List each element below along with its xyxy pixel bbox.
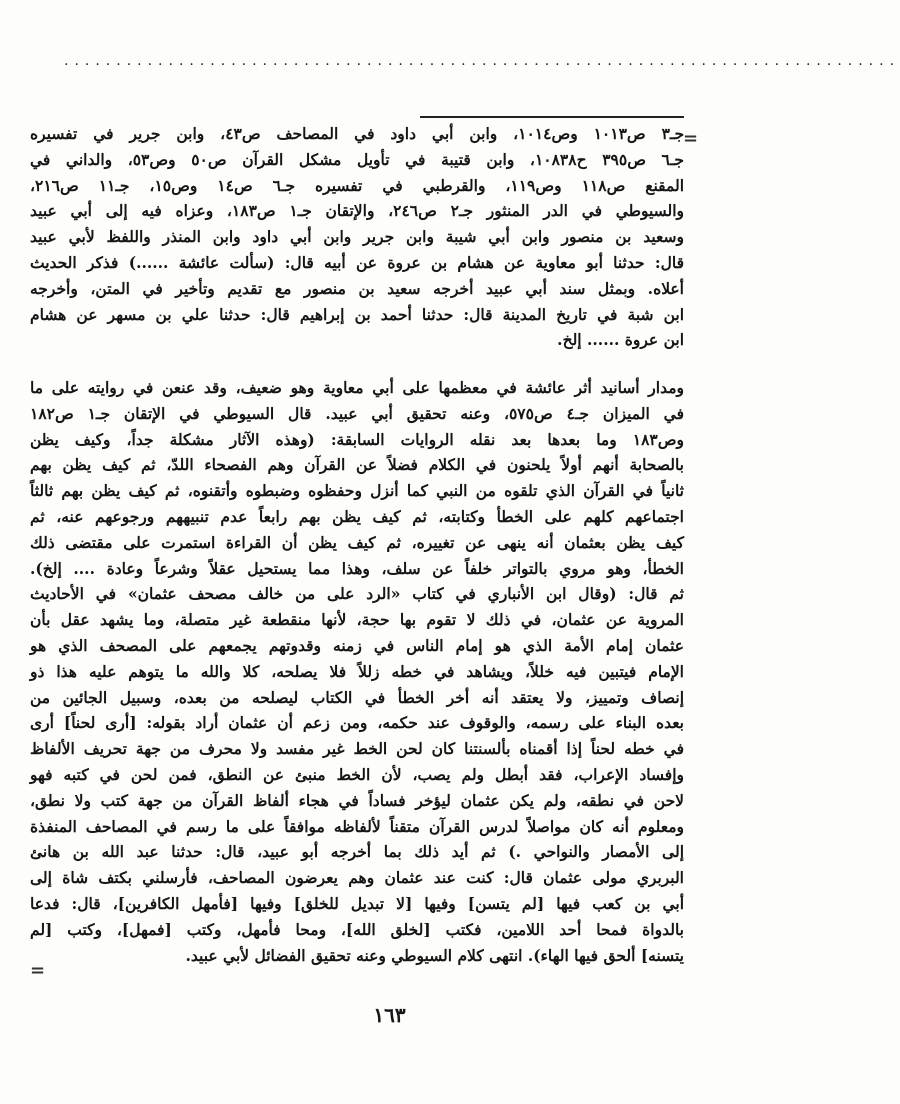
text-line: ثم قال: (وقال ابن الأنباري في كتاب «الرد على من خالف مصحف عثمان» في الأحاديث [30, 584, 684, 604]
text-line: بعده البناء على رسمه، والوقوف عند حكمه، ومن زعم أن عثمان أراد بقوله: [أرى لحناً] أرى [30, 713, 684, 733]
footnote-line: وسعيد بن منصور وابن أبي شيبة وابن جرير وابن أبي داود وابن المنذر واللفظ لأبي عبيد [30, 227, 684, 247]
footnote-line: جـ٣ ص١٠١٣ وص١٠١٤، وابن أبي داود في المصاحف ص٤٣، وابن جرير في تفسيره [30, 124, 685, 143]
text-line: وص١٨٣ وما بعدها بعد نقله الروايات السابقة: (وهذه الآثار مشكلة جداً، وكيف يظن [30, 429, 684, 449]
text-line: وإفساد الإعراب، فقد أبطل ولم يصب، لأن الخط منبئ عن النطق، فمن لحن في كتبه فهو [30, 764, 684, 784]
text-line: الإمام فيتبين فيه خللاً، ويشاهد في خطه زللاً فلا يصلحه، كلا والله ما يتوهم عليه هذا ذو [30, 661, 684, 681]
text-line: الخطأ، وهو مروي بالتواتر خلفاً عن سلف، وهذا مما يستحيل عقلاً وشرعاً وعادة .... إلخ). [30, 558, 684, 578]
footnote-line: جـ٦ ص٣٩٥ ح١٠٨٣٨، وابن قتيبة في تأويل مشكل القرآن ص٥٠ وص٥٣، والداني في [30, 149, 684, 169]
text-line: إلى الأمصار والنواحي .) ثم أيد ذلك بما أخرجه أبو عبيد، قال: حدثنا عبد الله بن هانئ [30, 842, 684, 862]
footnote-line: قال: حدثنا أبو معاوية عن هشام بن عروة عن أبيه قال: (سألت عائشة ......) فذكر الحديث [30, 252, 684, 272]
text-line: أبي بن كعب فيها [لم يتسن] وفيها [لا تبديل للخلق] وفيها [فأمهل الكافرين]، قال: فدعا [30, 893, 684, 913]
text-line: إنصاف وتمييز، ولا يعتقد أنه أخر الخطأ في الكتاب ليصلحه من بعده، وسبيل الجائين من [30, 687, 684, 707]
header-dotted-line: ................................................................................ [64, 53, 900, 69]
page-number: ١٦٣ [373, 1003, 406, 1027]
text-line: ومدار أسانيد أثر عائشة في معظمها على أبي معاوية وهو ضعيف، وقد عنعن في روايته على ما [30, 378, 684, 397]
text-line: ثانياً في القرآن الذي تلقوه من النبي كما أنزل وحفظوه وضبطوه وأتقنوه، ثم كيف يظن بهم ثالثاً [30, 481, 684, 501]
text-line: في خطه لحناً إذا أقمناه بألسنتنا كان لحن الخط غير مفسد ولا محرف من جهة تحريف الألفاظ [30, 739, 684, 759]
footnote-block [30, 121, 684, 353]
text-line: ومعلوم أنه كان مواصلاً لدرس القرآن متقناً لألفاظه موافقاً على ما رسم في المصاحف المنفذة [30, 816, 684, 836]
footnote-continuation-marker: = [683, 128, 699, 149]
text-line: كيف يظن بعثمان أنه ينهى عن تغييره، ثم كيف يظن أن القراءة استمرت على مقتضى ذلك [30, 532, 684, 552]
text-line: يتسنه] ألحق فيها الهاء). انتهى كلام السيوطي وعنه تحقيق الفضائل لأبي عبيد. [185, 945, 684, 965]
footnote-line: ابن عروة ...... إلخ. [557, 330, 684, 350]
text-line: البربري مولى عثمان قال: كنت عند عثمان وهم يعرضون المصاحف، فأرسلني بكتف شاة إلى [30, 868, 684, 888]
footnote-end-marker: = [30, 960, 46, 981]
text-line: بالدواة فمحا أحد اللامين، فكتب [لخلق الله]، ومحا فأمهل، وكتب [فمهل]، وكتب [لم [30, 919, 684, 939]
text-line: اجتماعهم كلهم على الخطأ وكتابته، ثم كيف يظن بهم رابعاً عدم تنبيههم ورجوعهم عنه، ثم [30, 506, 684, 526]
text-line: عثمان إمام الأمة الذي هو إمام الناس في زمنه وقدوتهم يجمعهم على المصحف الذي هو [30, 635, 684, 655]
main-text-block [30, 375, 684, 968]
footnote-separator [420, 116, 684, 118]
text-line: لاحن في نطقه، ولم يكن عثمان ليؤخر فساداً في هجاء ألفاظ القرآن من جهة كتب ولا نطق، [30, 790, 684, 810]
footnote-line: والسيوطي في الدر المنثور جـ٢ ص٢٤٦، والإتقان جـ١ ص١٨٣، وعزاه فيه إلى أبي عبيد [30, 201, 685, 221]
text-line: بالصحابة أنهم أولاً يلحنون في الكلام فضلاً عن القرآن وهم الفصحاء اللدّ، ثم كيف يظن بهم [30, 455, 684, 475]
footnote-line: ابن شبة في تاريخ المدينة قال: حدثنا أحمد بن إبراهيم قال: حدثنا علي بن مسهر عن هشام [30, 304, 684, 324]
text-line: المروية عن عثمان، في ذلك لا تقوم بها حجة، لأنها منقطعة غير متصلة، وما يشهد عقل بأن [30, 610, 684, 630]
footnote-line: أعلاه. وبمثل سند أبي عبيد أخرجه سعيد بن منصور مع تقديم وتأخير في المتن، وأخرجه [30, 278, 684, 298]
text-line: في الميزان جـ٤ ص٥٧٥، وعنه تحقيق أبي عبيد. قال السيوطي في الإتقان جـ١ ص١٨٢ [30, 403, 684, 423]
footnote-line: المقنع ص١١٨ وص١١٩، والقرطبي في تفسيره جـ٦ ص١٤ وص١٥، جـ١١ ص٢١٦، [30, 175, 685, 195]
